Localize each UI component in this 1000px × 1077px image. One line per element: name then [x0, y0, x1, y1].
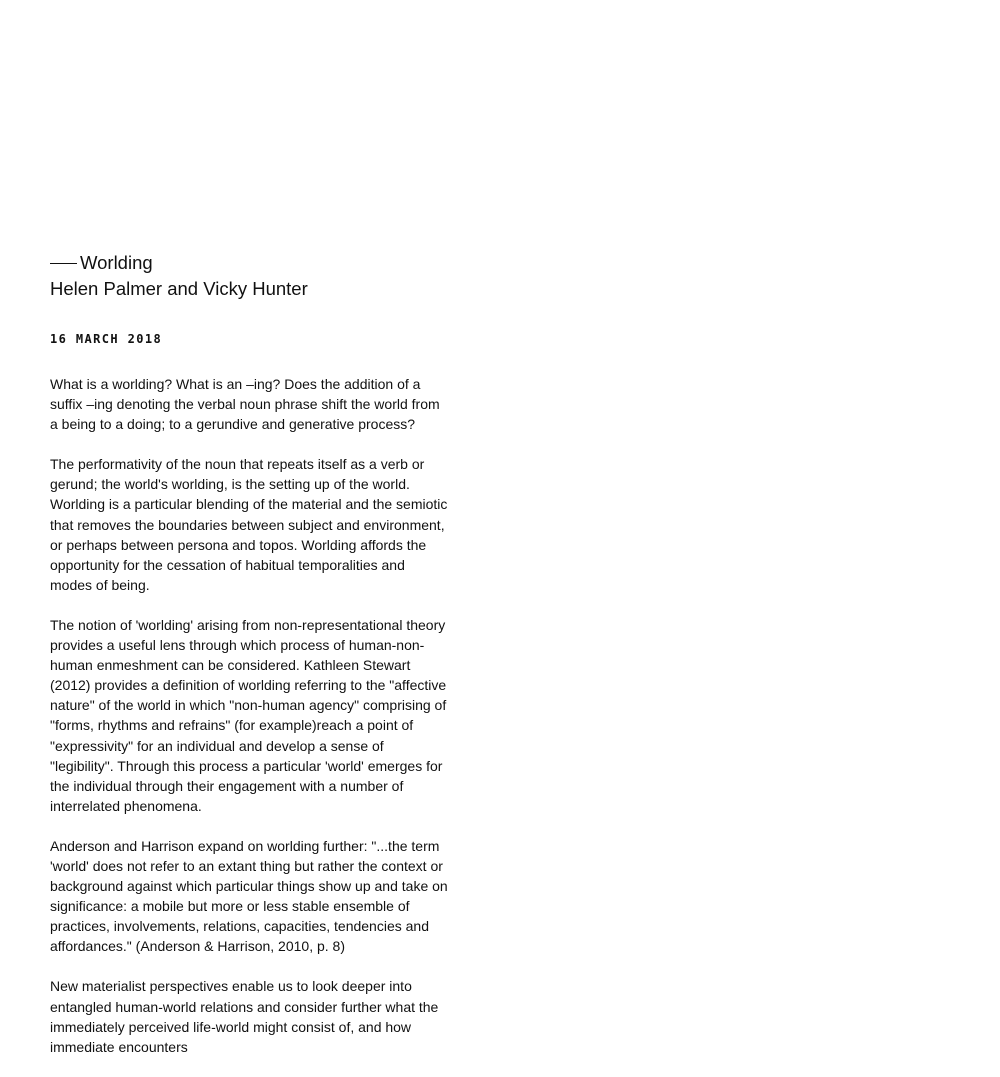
paragraph: What is a worlding? What is an –ing? Does the addition of a suffix –ing denoting the verbal noun phrase shift the world from a being to a doing; to a gerundive and generative process?	[50, 376, 440, 433]
article-authors: Helen Palmer and Vicky Hunter	[50, 278, 308, 299]
article-body	[50, 374, 450, 1057]
paragraph: New materialist perspectives enable us to look deeper into entangled human-world relations and consider further what the immediately perceived life-world might consist of, and how immediate encounters	[50, 978, 439, 1055]
paragraph: The performativity of the noun that repeats itself as a verb or gerund; the world's worlding, is the setting up of the world. Worlding is a particular blending of the material and the semiotic that removes the boundaries between subject and environment, or perhaps between persona and topos. Worlding affords the opportunity for the cessation of habitual temporalities and modes of being.	[50, 456, 448, 593]
title-dash	[50, 263, 77, 264]
paragraph: The notion of 'worlding' arising from non-representational theory provides a useful lens through which process of human-non-human enmeshment can be considered. Kathleen Stewart (2012) provides a definition of worlding referring to the "affective nature" of the world in which "non-human agency" comprising of "forms, rhythms and refrains" (for example)reach a point of "expressivity" for an individual and develop a sense of "legibility". Through this process a particular 'world' emerges for the individual through their engagement with a number of interrelated phenomena.	[50, 616, 447, 814]
article-date: 16 MARCH 2018	[50, 332, 163, 346]
article	[50, 250, 450, 1077]
article-title: Worlding	[80, 252, 153, 273]
title-row	[50, 250, 450, 276]
paragraph: Anderson and Harrison expand on worlding further: "...the term 'world' does not refer to an extant thing but rather the context or background against which particular things show up and take on significance: a mobile but more or less stable ensemble of practices, involvements, relations, capacities, tendencies and affordances." (Anderson & Harrison, 2010, p. 8)	[50, 837, 448, 955]
